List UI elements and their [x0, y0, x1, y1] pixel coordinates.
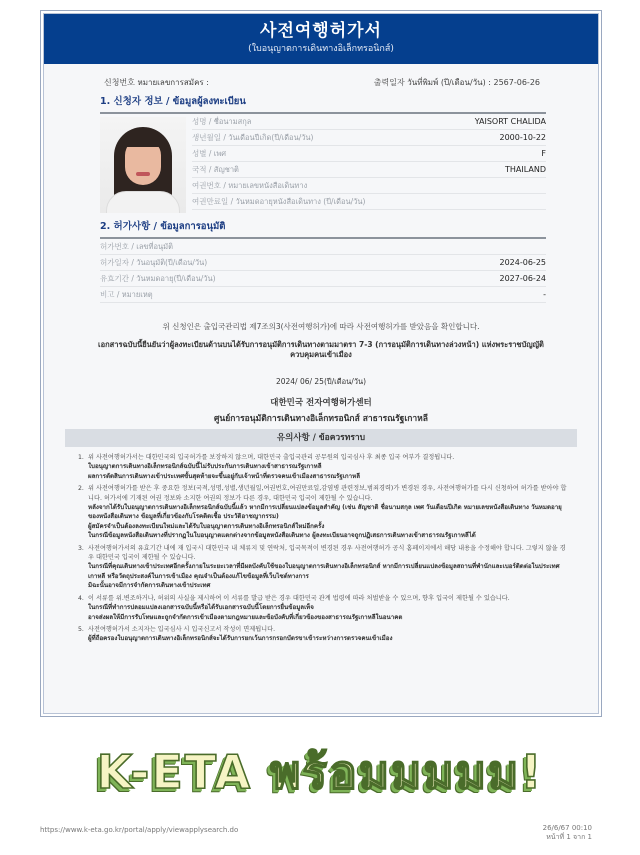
notice-text-ko: 사전여행허가서 소지자는 입국심사 시 입국신고서 작성이 면제됩니다. [88, 625, 276, 633]
notice-item [78, 484, 568, 540]
info-label: 비고 / หมายเหตุ [100, 289, 153, 299]
info-value: 2000-10-22 [499, 133, 546, 142]
info-value: 2027-06-24 [499, 274, 546, 283]
info-value: YAISORT CHALIDA [474, 117, 546, 126]
issuer-signature [44, 376, 598, 425]
banner-text: K-ETA พร้อมมมมม! [96, 745, 544, 799]
info-value: - [543, 290, 546, 299]
notice-text-ko: 위 사전여행허가를 받은 후 중요한 정보(국적,성명,성별,생년월일,여권번호,여권만료일,감염병 관련정보,범죄경력)가 변경된 경우, 사전여행허가를 다시 신청하여 허가를 받아야 합니다. 허가서에 기재된 여권 정보와 소지한 여권의 정보가 다른 경우, 대한민국 입국이 제한될 수 있습니다. [88, 485, 567, 502]
notice-item [78, 544, 568, 591]
print-date: 출력일자 วันที่พิมพ์ (ปี/เดือน/วัน) : 2567-06-26 [373, 77, 540, 87]
issue-date: 2024/ 06/ 25(ปี/เดือน/วัน) [275, 377, 367, 386]
info-label: 허가번호 / เลขที่อนุมัติ [100, 241, 173, 251]
meta-row [44, 76, 598, 88]
info-row [192, 130, 546, 146]
approval-info-section [100, 213, 546, 303]
eta-document [40, 10, 602, 717]
notice-text-ko: 이 서류를 위.변조하거나, 허위의 사실을 제시하여 이 서류를 발급 받은 경우 대한민국 관계 법령에 따라 처벌받을 수 있으며, 향후 입국이 제한될 수 있습니다. [88, 594, 510, 602]
notice-text-th: ผลการตัดสินการเดินทางเข้าประเทศขั้นสุดท้ายจะขึ้นอยู่กับเจ้าหน้าที่ตรวจคนเข้าเมืองสาธารณรัฐเกาหลี [88, 472, 361, 480]
notice-item [78, 594, 568, 622]
document-title: 사전여행허가서 [260, 21, 382, 41]
notice-header: 유의사항 / ข้อควรทราบ [65, 429, 577, 447]
issuer-ko: 대한민국 전자여행허가센터 [270, 398, 372, 408]
info-row [192, 178, 546, 194]
keta-ready-banner [0, 735, 640, 810]
confirmation-statement [44, 321, 598, 360]
notice-text-th: ผู้ที่ถือครองใบอนุญาตการเดินทางอิเล็กทรอนิกส์จะได้รับการยกเว้นการกรอกบัตรขาเข้าระหว่างการตรวจคนเข้าเมือง [88, 635, 393, 643]
info-row [100, 271, 546, 287]
section-title: 1. 신청자 정보 / ข้อมูลผู้ลงทะเบียน [100, 88, 546, 114]
notice-item [78, 453, 568, 481]
info-row [100, 255, 546, 271]
approval-info-rows [100, 239, 546, 303]
notice-number: 2. [78, 485, 84, 493]
info-label: 유효기간 / วันหมดอายุ(ปี/เดือน/วัน) [100, 273, 216, 283]
info-label: 생년월일 / วันเดือนปีเกิด(ปี/เดือน/วัน) [192, 132, 314, 142]
info-row [192, 162, 546, 178]
info-value: THAILAND [505, 165, 546, 174]
section-title: 2. 허가사항 / ข้อมูลการอนุมัติ [100, 213, 546, 239]
document-subtitle: (ใบอนุญาตการเดินทางอิเล็กทรอนิกส์) [248, 44, 394, 54]
notice-number: 5. [78, 625, 84, 633]
footer-meta [543, 824, 592, 842]
document-header [44, 14, 598, 64]
info-label: 여권번호 / หมายเลขหนังสือเดินทาง [192, 180, 308, 190]
notice-text-th: อาจส่งผลให้มีการรับโทษและถูกจำกัดการเข้าเมืองตามกฎหมายและข้อบังคับที่เกี่ยวข้องของสาธารณรัฐเกาหลีในอนาคต [88, 613, 403, 621]
notice-number: 4. [78, 594, 84, 602]
info-label: 성명 / ชื่อนามสกุล [192, 116, 252, 126]
info-row [100, 239, 546, 255]
notice-text-th: ในกรณีที่ทำการปลอมแปลงเอกสารฉบับนี้หรือได้รับเอกสารฉบับนี้โดยการยื่นข้อมูลเท็จ [88, 604, 314, 612]
info-label: 국적 / สัญชาติ [192, 164, 239, 174]
confirmation-th: เอกสารฉบับนี้ยืนยันว่าผู้ลงทะเบียนด้านบนได้รับการอนุมัติการเดินทางตามมาตรา 7-3 (การอนุมัติการเดินทางล่วงหน้า) แห่งพระราชบัญญัติควบคุมคนเข้าเมือง [98, 340, 544, 359]
footer-datetime: 26/6/67 00:10 [542, 824, 592, 832]
notice-list [78, 453, 568, 644]
notice-text-th: ผู้สมัครจำเป็นต้องลงทะเบียนใหม่และได้รับใบอนุญาตการเดินทางอิเล็กทรอนิกส์ใหม่อีกครั้ง [88, 522, 325, 530]
notice-number: 3. [78, 544, 84, 552]
info-label: 여권만료일 / วันหมดอายุหนังสือเดินทาง (ปี/เดือน/วัน) [192, 196, 366, 206]
applicant-info-rows [192, 114, 546, 213]
info-value: 2024-06-25 [499, 258, 546, 267]
notice-number: 1. [78, 454, 84, 461]
notice-text-th: หลังจากได้รับใบอนุญาตการเดินทางอิเล็กทรอนิกส์ฉบับนี้แล้ว หากมีการเปลี่ยนแปลงข้อมูลสำคัญ (เช่น สัญชาติ ชื่อนามสกุล เพศ วันเดือนปีเกิด หมายเลขหนังสือเดินทาง วันหมดอายุของหนังสือเดินทาง ข้อมูลที่เกี่ยวข้องกับโรคติดเชื้อ ประวัติอาชญากรรม) [88, 504, 562, 521]
info-row [192, 146, 546, 162]
notice-text-th: ในกรณีข้อมูลหนังสือเดินทางที่ปรากฏในใบอนุญาตแตกต่างจากข้อมูลหนังสือเดินทาง ผู้ลงทะเบียนอาจถูกปฏิเสธการเดินทางเข้าสาธารณรัฐเกาหลีได้ [88, 532, 476, 540]
issuer-th: ศูนย์การอนุมัติการเดินทางอิเล็กทรอนิกส์ สาธารณรัฐเกาหลี [214, 414, 428, 424]
info-label: 성별 / เพศ [192, 148, 227, 158]
footer-url[interactable]: https://www.k-eta.go.kr/portal/apply/viewapplysearch.do [40, 826, 239, 834]
notice-text-ko: 사전여행허가서의 유효기간 내에 재 입국시 대한민국 내 체류지 및 연락처, 입국목적이 변경된 경우 사전여행허가 공식 홈페이지에서 해당 내용을 수정해야 합니다. 그렇지 않을 경우 대한민국 입국이 제한될 수 있습니다. [88, 544, 566, 562]
applicant-info-section [100, 88, 546, 213]
notice-text-th: ในกรณีที่คุณเดินทางเข้าประเทศอีกครั้งภายในระยะเวลาที่มีผลบังคับใช้ของใบอนุญาตการเดินทางอิเล็กทรอนิกส์ หากมีการเปลี่ยนแปลงข้อมูลสถานที่พำนักและเบอร์ติดต่อในประเทศเกาหลี หรือวัตถุประสงค์ในการเข้าเมือง คุณจำเป็นต้องแก้ไขข้อมูลที่เว็บไซต์ทางการ [88, 563, 560, 580]
notice-text-ko: 위 사전여행허가서는 대한민국의 입국허가를 보장하지 않으며, 대한민국 출입국관리 공무원의 입국심사 후 최종 입국 여부가 결정됩니다. [88, 454, 455, 461]
footer-page-number: หน้าที่ 1 จาก 1 [546, 833, 592, 841]
confirmation-ko: 위 신청인은 출입국관리법 제7조의3(사전여행허가)에 따라 사전여행허가를 받았음을 확인합니다. [162, 322, 480, 331]
notice-text-th: มิฉะนั้นอาจมีการจำกัดการเดินทางเข้าประเทศ [88, 582, 211, 590]
info-row [192, 194, 546, 210]
info-row [192, 114, 546, 130]
notice-item [78, 625, 568, 644]
info-value: F [541, 149, 546, 158]
applicant-photo [100, 117, 186, 213]
application-number-label: 신청번호 หมายเลขการสมัคร : [104, 77, 209, 87]
notice-text-th: ใบอนุญาตการเดินทางอิเล็กทรอนิกส์ฉบับนี้ไม่รับประกันการเดินทางเข้าสาธารณรัฐเกาหลี [88, 463, 322, 471]
info-label: 허가일자 / วันอนุมัติ(ปี/เดือน/วัน) [100, 257, 208, 267]
document-body [43, 13, 599, 714]
info-row [100, 287, 546, 303]
